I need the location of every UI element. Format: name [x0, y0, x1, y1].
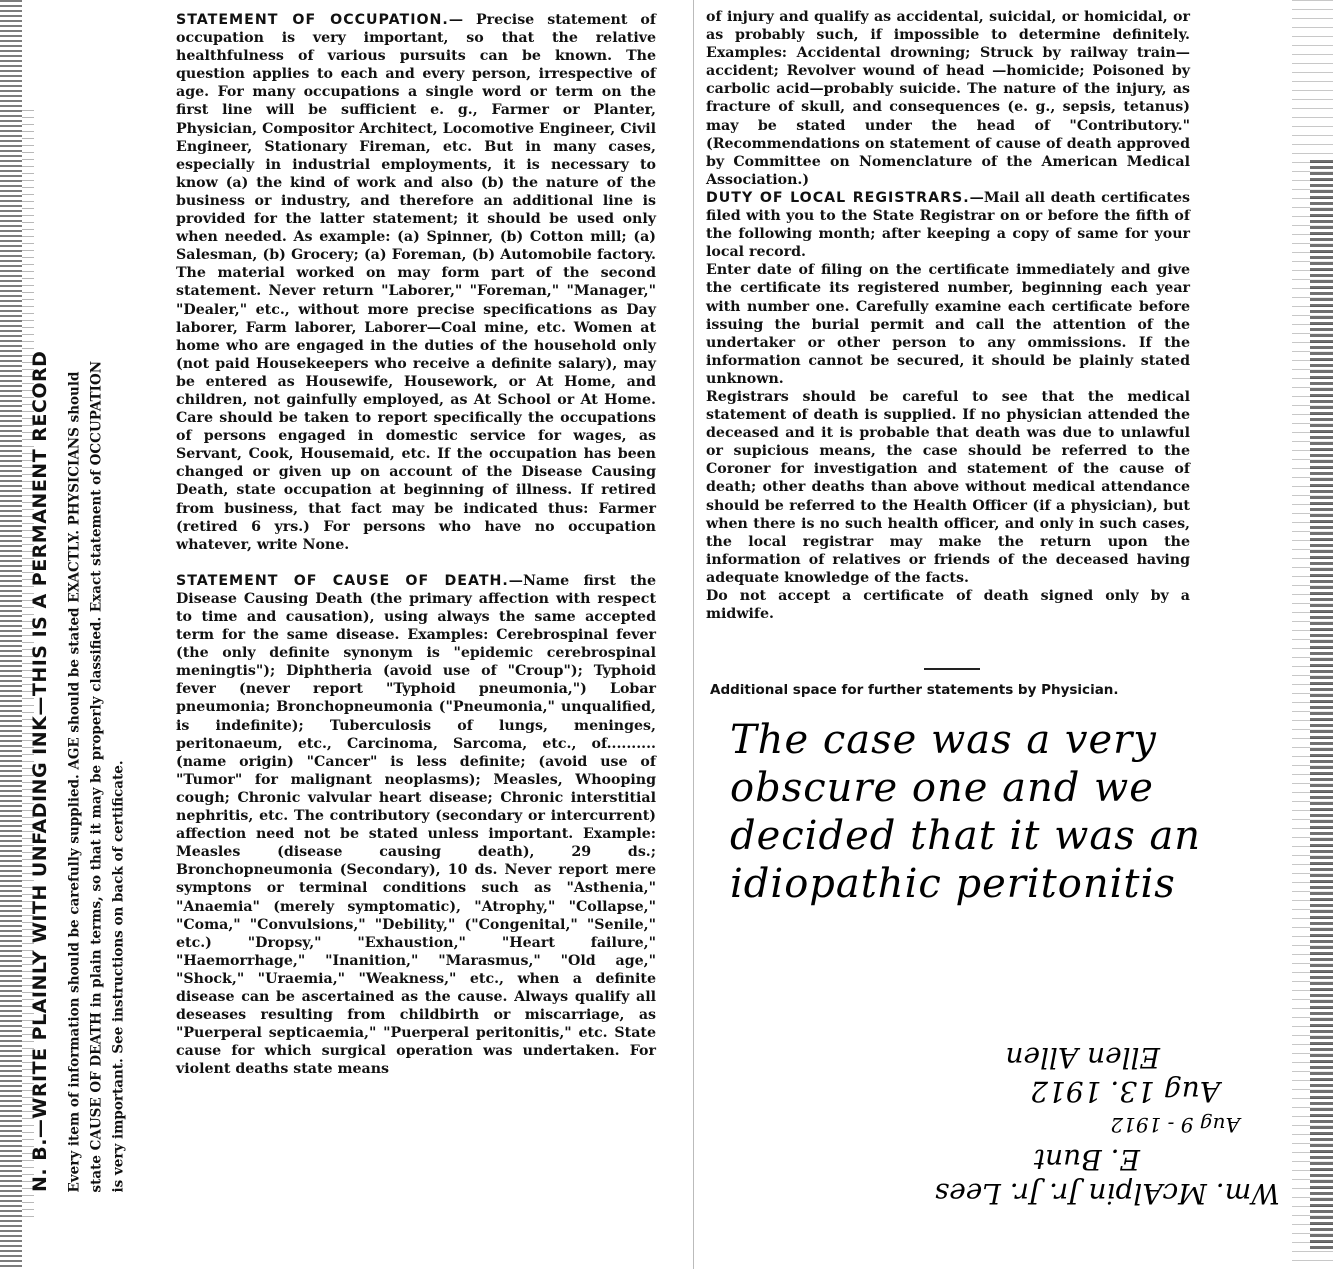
instructions-column-left	[176, 11, 656, 1078]
column-fold	[693, 0, 694, 1269]
filing-paragraph: Enter date of filing on the certificate immediately and give the certificate its registered number, beginning each year with number one. Carefully examine each certificate before issuing the burial permit and call the attention of the undertaker or other person to any ommissions. If the information cannot be secured, it should be plainly stated unknown.	[706, 262, 1190, 387]
occupation-heading: STATEMENT OF OCCUPATION.	[176, 12, 449, 28]
strip-line-cause: state CAUSE OF DEATH in plain terms, so that it may be properly classified. Exact statement of OCCUPATION	[88, 360, 105, 1192]
section-divider	[924, 668, 980, 670]
strip-line-important: is very important. See instructions on back of certificate.	[110, 759, 127, 1192]
registrars-heading: DUTY OF LOCAL REGISTRARS.	[706, 189, 970, 206]
strip-line-warning: N. B.—WRITE PLAINLY WITH UNFADING INK—THIS IS A PERMANENT RECORD	[29, 350, 51, 1192]
date-line: Aug 9 - 1912	[1110, 1113, 1240, 1137]
cause-heading: STATEMENT OF CAUSE OF DEATH.	[176, 572, 509, 589]
additional-space-label: Additional space for further statements by Physician.	[710, 682, 1119, 698]
registrars-section	[706, 189, 1190, 261]
handwritten-line: The case was a very	[730, 717, 1157, 763]
upside-down-signatures	[934, 990, 1280, 1220]
registrars-body: —Mail all death certificates filed with you to the State Registrar on or before the fifth of the following month; after keeping a copy of same for your local record.	[706, 189, 1190, 261]
signature-line: Wm. McAlpin Jr. Jr. Lees	[934, 1177, 1280, 1210]
cause-section	[176, 572, 656, 1079]
occupation-section	[176, 11, 656, 554]
date-line: Aug 13. 1912	[1030, 1075, 1220, 1108]
cause-body: —Name first the Disease Causing Death (the primary affection with respect to time and causation), using always the same accepted term for the same disease. Examples: Cerebrospinal fever (the only definite synonym is "epidemic cerebrospinal meningtis"); Diphtheria (avoid use of "Croup"); Typhoid fever (never report "Typhoid pneumonia,") Lobar pneumonia; Bronchopneumonia ("Pneumonia," unqualified, is indefinite); Tuberculosis of lungs, meninges, peritonaeum, etc., Carcinoma, Sarcoma, etc., of.......... (name origin) "Cancer" is less definite; (avoid use of "Tumor" for malignant neoplasms); Measles, Whooping cough; Chronic valvular heart disease; Chronic interstitial nephritis, etc. The contributory (secondary or intercurrent) affection need not be stated unless important. Example: Measles (disease causing death), 29 ds.; Bronchopneumonia (Secondary), 10 ds. Never report mere symptons or terminal conditions such as "Asthenia," "Anaemia" (merely symptomatic), "Atrophy," "Collapse," "Coma," "Convulsions," "Debility," ("Congenital," "Senile," etc.) "Dropsy," "Exhaustion," "Heart failure," "Haemorrhage," "Inanition," "Marasmus," "Old age," "Shock," "Uraemia," "Weakness," etc., when a definite disease can be ascertained as the cause. Always qualify all deseases resulting from childbirth or miscarriage, as "Puerperal septicaemia," "Puerperal peritonitis," etc. State cause for which surgical operation was undertaken. For violent deaths state means	[176, 572, 656, 1078]
medical-statement-paragraph: Registrars should be careful to see that the medical statement of death is supplied. If no physician attended the deceased and it is probable that death was due to unlawful or supicious means, the case should be referred to the Coroner for investigation and statement of the cause of death; other deaths than above without medical attendance should be referred to the Health Officer (if a physician), but when there is no such health officer, and only in such cases, the local registrar may make the return upon the information of relatives or friends of the deceased having adequate knowledge of the facts.	[706, 388, 1190, 586]
handwritten-line: obscure one and we	[730, 765, 1154, 811]
left-torn-edge	[0, 0, 22, 1269]
handwritten-line: idiopathic peritonitis	[730, 861, 1176, 907]
occupation-body: — Precise statement of occupation is very important, so that the relative healthfulness of various pursuits can be known. The question applies to each and every person, irrespective of age. For many occupations a single word or term on the first line will be sufficient e. g., Farmer or Planter, Physician, Compositor Architect, Locomotive Engineer, Civil Engineer, Stationary Fireman, etc. But in many cases, especially in industrial employments, it is necessary to know (a) the kind of work and also (b) the nature of the business or industry, and therefore an additional line is provided for the latter statement; it should be used only when needed. As example: (a) Spinner, (b) Cotton mill; (a) Salesman, (b) Grocery; (a) Foreman, (b) Automobile factory. The material worked on may form part of the second statement. Never return "Laborer," "Foreman," "Manager," "Dealer," etc., without more precise specifications as Day laborer, Farm laborer, Laborer—Coal mine, etc. Women at home who are engaged in the duties of the household only (not paid Housekeepers who receive a definite salary), may be entered as Housewife, Housework, or At Home, and children, not gainfully employed, as At School or At Home. Care should be taken to report specifically the occupations of persons engaged in domestic service for wages, as Servant, Cook, Housemaid, etc. If the occupation has been changed or given up on account of the Disease Causing Death, state occupation at beginning of illness. If retired from business, that fact may be indicated thus: Farmer (retired 6 yrs.) For persons who have no occupation whatever, write None.	[176, 12, 656, 553]
strip-line-information: Every item of information should be carefully supplied. AGE should be stated EXACTLY. PHYSICIANS should	[66, 371, 83, 1192]
right-binding-strip	[1310, 160, 1333, 1250]
violent-death-continuation: of injury and qualify as accidental, suicidal, or homicidal, or as probably such, if impossible to determine definitely. Examples: Accidental drowning; Struck by railway train—accident; Revolver wound of head —homicide; Poisoned by carbolic acid—probably suicide. The nature of the injury, as fracture of skull, and consequences (e. g., sepsis, tetanus) may be stated under the head of "Contributory." (Recommendations on statement of cause of death approved by Committee on Nomenclature of the American Medical Association.)	[706, 9, 1190, 188]
physician-handwritten-note	[730, 716, 1210, 908]
signature-line: Ellen Allen	[1005, 1041, 1160, 1074]
signature-line: E. Bunt	[1033, 1143, 1140, 1176]
handwritten-line: decided that it was an	[730, 813, 1202, 859]
instructions-column-right	[706, 8, 1190, 623]
instruction-strip	[29, 92, 148, 1192]
midwife-paragraph: Do not accept a certificate of death signed only by a midwife.	[706, 588, 1190, 623]
